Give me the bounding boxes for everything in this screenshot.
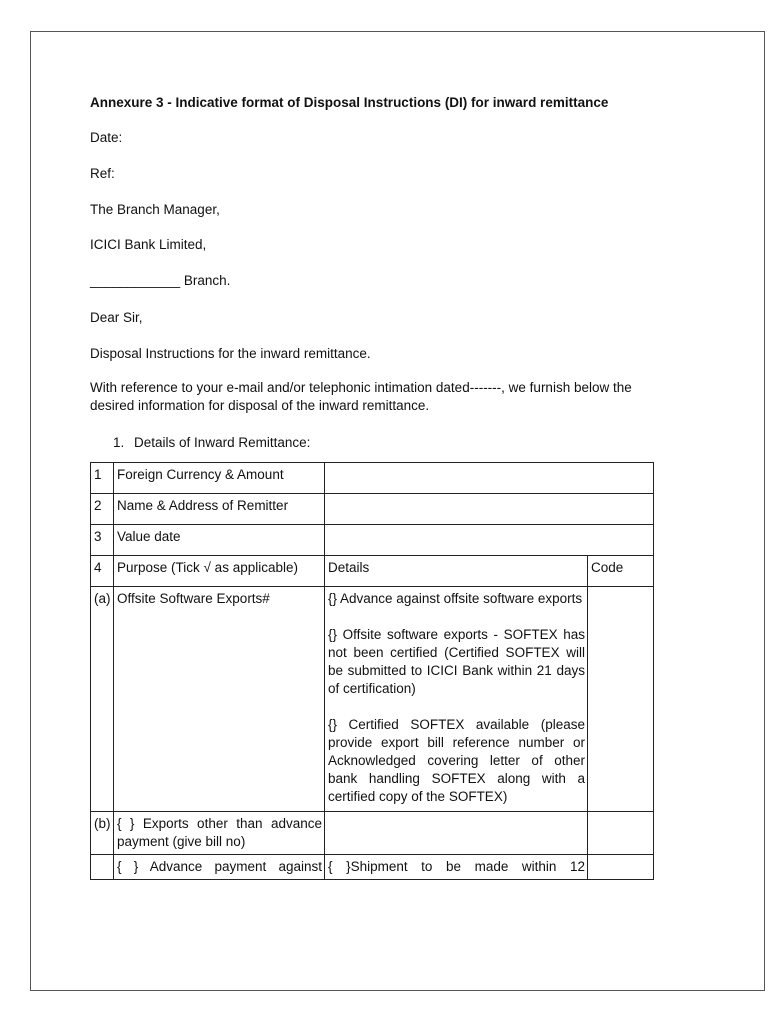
row-label[interactable]: { } Advance payment against xyxy=(114,855,325,880)
code-header: Code xyxy=(588,556,654,587)
addressee-line: The Branch Manager, xyxy=(90,202,220,217)
option-certified-softex[interactable]: {} Certified SOFTEX available (please provide export bill reference number or Acknowledged covering letter of other bank handling SOFTEX along with a certified copy of the SOFTEX) xyxy=(328,717,585,804)
table-row xyxy=(91,812,654,855)
table-row xyxy=(91,494,654,525)
table-row xyxy=(91,855,654,880)
value-date-field[interactable] xyxy=(325,525,654,556)
foreign-currency-amount-field[interactable] xyxy=(325,463,654,494)
ref-label: Ref: xyxy=(90,166,115,181)
remittance-details-table xyxy=(90,462,654,880)
row-label: Value date xyxy=(114,525,325,556)
details-field[interactable] xyxy=(325,812,588,855)
code-field[interactable] xyxy=(588,587,654,812)
remitter-name-address-field[interactable] xyxy=(325,494,654,525)
document-title: Annexure 3 - Indicative format of Disposal Instructions (DI) for inward remittance xyxy=(90,95,609,110)
table-row xyxy=(91,587,654,812)
salutation: Dear Sir, xyxy=(90,310,143,325)
row-label[interactable]: { } Exports other than advance payment (give bill no) xyxy=(114,812,325,855)
details-cell[interactable]: { }Shipment to be made within 12 xyxy=(325,855,588,880)
section-title: Details of Inward Remittance: xyxy=(134,435,311,450)
table-row xyxy=(91,525,654,556)
row-number: 4 xyxy=(91,556,114,587)
row-label: Purpose (Tick √ as applicable) xyxy=(114,556,325,587)
section-number: 1. xyxy=(113,435,125,450)
row-number: (a) xyxy=(91,587,114,812)
subject-line: Disposal Instructions for the inward remittance. xyxy=(90,346,371,361)
intro-paragraph: With reference to your e-mail and/or telephonic intimation dated-------, we furnish below the desired information for disposal of the inward remittance. xyxy=(90,380,632,413)
row-label: Foreign Currency & Amount xyxy=(114,463,325,494)
row-number xyxy=(91,855,114,880)
branch-line: ____________ Branch. xyxy=(90,273,231,288)
row-label: Offsite Software Exports# xyxy=(114,587,325,812)
row-label: Name & Address of Remitter xyxy=(114,494,325,525)
table-row xyxy=(91,556,654,587)
row-number: 2 xyxy=(91,494,114,525)
details-header: Details xyxy=(325,556,588,587)
date-label: Date: xyxy=(90,130,123,145)
table-row xyxy=(91,463,654,494)
row-number: 1 xyxy=(91,463,114,494)
code-field[interactable] xyxy=(588,812,654,855)
section-heading xyxy=(113,434,310,452)
code-field[interactable] xyxy=(588,855,654,880)
details-cell xyxy=(325,587,588,812)
option-softex-not-certified[interactable]: {} Offsite software exports - SOFTEX has not been certified (Certified SOFTEX will be submitted to ICICI Bank within 21 days of certification) xyxy=(328,627,585,696)
row-number: 3 xyxy=(91,525,114,556)
option-advance-offsite[interactable]: {} Advance against offsite software exports xyxy=(328,591,583,606)
bank-name-line: ICICI Bank Limited, xyxy=(90,237,207,252)
row-number: (b) xyxy=(91,812,114,855)
